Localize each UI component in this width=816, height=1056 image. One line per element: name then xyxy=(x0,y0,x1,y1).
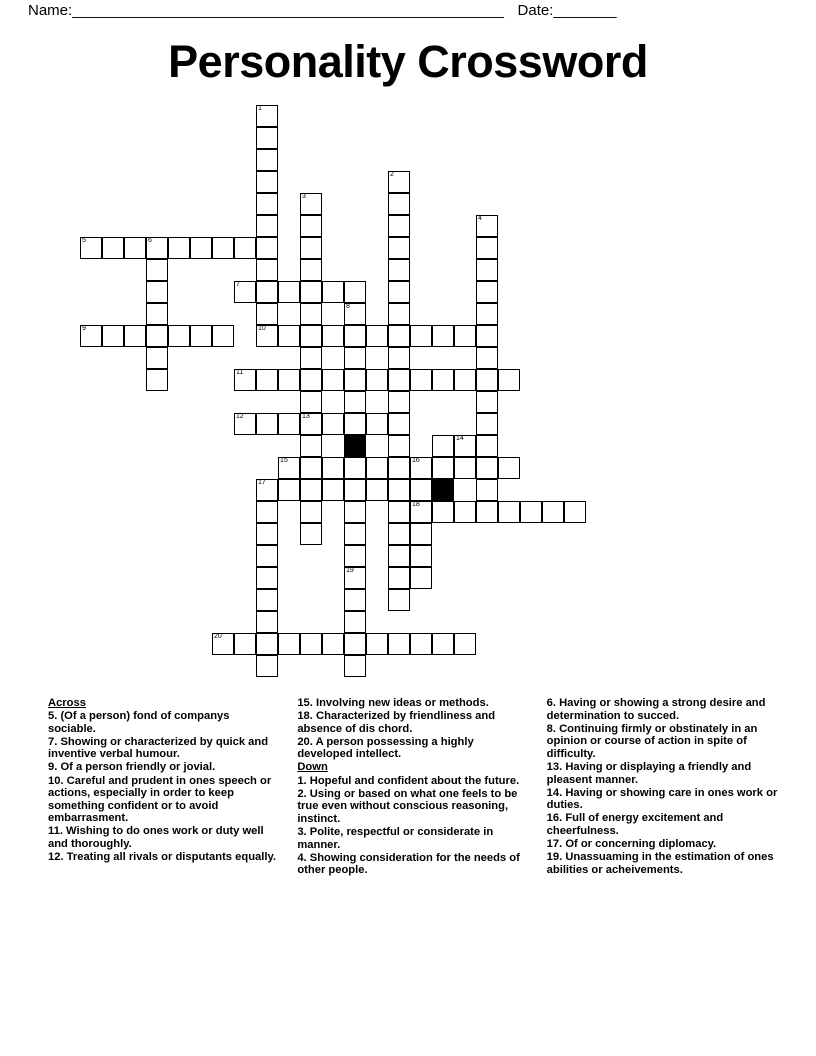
clue-down-14: 14. Having or showing care in ones work or duties. xyxy=(546,786,778,812)
clue-across-15: 15. Involving new ideas or methods. xyxy=(297,697,489,709)
grid-cell[interactable] xyxy=(234,237,256,259)
grid-cell[interactable] xyxy=(278,633,300,655)
grid-cell[interactable] xyxy=(102,325,124,347)
grid-cell[interactable] xyxy=(146,325,168,347)
grid-cell[interactable] xyxy=(388,259,410,281)
grid-clue-number: 14 xyxy=(456,435,464,442)
grid-cell[interactable] xyxy=(344,457,366,479)
clue-down-13: 13. Having or displaying a friendly and pleasent manner. xyxy=(546,760,752,786)
grid-cell[interactable] xyxy=(124,237,146,259)
grid-cell[interactable] xyxy=(190,325,212,347)
grid-cell[interactable] xyxy=(476,237,498,259)
grid-cell[interactable] xyxy=(410,633,432,655)
grid-cell[interactable] xyxy=(344,391,366,413)
grid-cell[interactable] xyxy=(256,215,278,237)
grid-clue-number: 4 xyxy=(478,215,482,222)
grid-cell[interactable] xyxy=(256,237,278,259)
grid-cell[interactable] xyxy=(366,633,388,655)
grid-clue-number: 3 xyxy=(302,193,306,200)
grid-clue-number: 18 xyxy=(412,501,420,508)
grid-clue-number: 16 xyxy=(412,457,420,464)
grid-cell[interactable] xyxy=(564,501,586,523)
grid-cell[interactable] xyxy=(168,237,190,259)
grid-cell[interactable] xyxy=(388,567,410,589)
crossword-grid[interactable] xyxy=(58,105,758,675)
grid-cell[interactable] xyxy=(146,347,168,369)
grid-cell[interactable] xyxy=(476,281,498,303)
grid-cell[interactable] xyxy=(388,193,410,215)
grid-cell[interactable] xyxy=(146,369,168,391)
grid-cell[interactable] xyxy=(366,479,388,501)
grid-clue-number: 17 xyxy=(258,479,266,486)
clue-across-7: 7. Showing or characterized by quick and inventive verbal humour. xyxy=(48,735,269,761)
grid-cell[interactable] xyxy=(432,501,454,523)
grid-cell[interactable] xyxy=(344,347,366,369)
grid-cell[interactable] xyxy=(454,369,476,391)
grid-cell[interactable] xyxy=(498,369,520,391)
grid-cell[interactable] xyxy=(366,413,388,435)
grid-cell[interactable] xyxy=(366,369,388,391)
grid-cell[interactable] xyxy=(300,237,322,259)
grid-clue-number: 11 xyxy=(236,369,244,376)
grid-cell[interactable] xyxy=(344,501,366,523)
grid-cell[interactable] xyxy=(498,457,520,479)
grid-cell[interactable] xyxy=(410,545,432,567)
grid-cell[interactable] xyxy=(256,479,278,501)
grid-cell[interactable] xyxy=(476,369,498,391)
grid-cell[interactable] xyxy=(278,479,300,501)
clues-column-2 xyxy=(297,697,528,877)
grid-cell[interactable] xyxy=(344,567,366,589)
grid-cell[interactable] xyxy=(344,325,366,347)
grid-cell[interactable] xyxy=(278,325,300,347)
grid-cell[interactable] xyxy=(344,545,366,567)
grid-cell[interactable] xyxy=(300,479,322,501)
grid-cell[interactable] xyxy=(410,479,432,501)
grid-cell[interactable] xyxy=(300,193,322,215)
grid-cell[interactable] xyxy=(300,413,322,435)
grid-cell[interactable] xyxy=(300,347,322,369)
grid-cell[interactable] xyxy=(278,413,300,435)
grid-cell[interactable] xyxy=(454,457,476,479)
grid-cell[interactable] xyxy=(344,369,366,391)
grid-cell[interactable] xyxy=(476,215,498,237)
grid-cell[interactable] xyxy=(234,369,256,391)
grid-cell[interactable] xyxy=(234,281,256,303)
clue-across-11: 11. Wishing to do ones work or duty well and thoroughly. xyxy=(48,825,264,851)
clue-down-19: 19. Unassuaming in the estimation of ones abilities or acheivements. xyxy=(546,851,774,876)
grid-cell[interactable] xyxy=(388,457,410,479)
grid-cell[interactable] xyxy=(410,325,432,347)
clue-down-8: 8. Continuing firmly or obstinately in an opinion or course of action in spite of difficulty. xyxy=(546,722,758,760)
grid-cell[interactable] xyxy=(388,237,410,259)
grid-cell[interactable] xyxy=(256,303,278,325)
grid-cell[interactable] xyxy=(234,633,256,655)
grid-cell[interactable] xyxy=(388,369,410,391)
grid-cell[interactable] xyxy=(344,523,366,545)
grid-clue-number: 9 xyxy=(82,325,86,332)
grid-cell[interactable] xyxy=(256,655,278,677)
grid-cell[interactable] xyxy=(366,457,388,479)
grid-cell[interactable] xyxy=(256,501,278,523)
grid-cell[interactable] xyxy=(410,369,432,391)
grid-cell[interactable] xyxy=(146,237,168,259)
grid-cell[interactable] xyxy=(476,259,498,281)
clue-down-4: 4. Showing consideration for the needs of other people. xyxy=(297,851,520,877)
grid-clue-number: 10 xyxy=(258,325,266,332)
grid-cell[interactable] xyxy=(256,545,278,567)
grid-cell[interactable] xyxy=(476,501,498,523)
grid-cell[interactable] xyxy=(476,325,498,347)
grid-cell[interactable] xyxy=(388,633,410,655)
grid-cell[interactable] xyxy=(322,281,344,303)
grid-cell[interactable] xyxy=(520,501,542,523)
grid-cell[interactable] xyxy=(212,325,234,347)
grid-cell[interactable] xyxy=(256,567,278,589)
across-heading: Across xyxy=(48,697,86,709)
date-write-line[interactable]: ________ xyxy=(553,2,617,19)
name-label: Name: xyxy=(28,2,73,19)
grid-cell[interactable] xyxy=(322,633,344,655)
grid-cell[interactable] xyxy=(542,501,564,523)
grid-cell[interactable] xyxy=(256,369,278,391)
grid-cell[interactable] xyxy=(256,413,278,435)
grid-cell[interactable] xyxy=(432,369,454,391)
grid-cell[interactable] xyxy=(476,457,498,479)
grid-cell[interactable] xyxy=(388,479,410,501)
grid-cell[interactable] xyxy=(454,325,476,347)
grid-cell[interactable] xyxy=(432,435,454,457)
grid-cell[interactable] xyxy=(80,237,102,259)
date-label: Date: xyxy=(517,2,554,19)
grid-cell[interactable] xyxy=(410,501,432,523)
grid-cell[interactable] xyxy=(146,281,168,303)
page-title: Personality Crossword xyxy=(168,36,648,87)
grid-cell[interactable] xyxy=(256,105,278,127)
grid-cell[interactable] xyxy=(278,281,300,303)
grid-cell[interactable] xyxy=(234,413,256,435)
grid-cell[interactable] xyxy=(256,149,278,171)
grid-cell[interactable] xyxy=(124,325,146,347)
grid-cell[interactable] xyxy=(300,633,322,655)
clue-down-16: 16. Full of energy excitement and cheerfulness. xyxy=(546,812,724,837)
clue-across-12: 12. Treating all rivals or disputants equally. xyxy=(48,851,276,864)
clue-down-1: 1. Hopeful and confident about the future. xyxy=(297,774,520,787)
grid-cell[interactable] xyxy=(146,303,168,325)
grid-cell[interactable] xyxy=(388,589,410,611)
grid-cell[interactable] xyxy=(344,413,366,435)
grid-cell[interactable] xyxy=(388,215,410,237)
grid-cell[interactable] xyxy=(146,259,168,281)
grid-cell[interactable] xyxy=(300,523,322,545)
grid-clue-number: 5 xyxy=(82,237,86,244)
grid-cell[interactable] xyxy=(256,127,278,149)
grid-clue-number: 19 xyxy=(346,567,354,574)
grid-cell[interactable] xyxy=(256,281,278,303)
grid-cell[interactable] xyxy=(388,501,410,523)
grid-cell[interactable] xyxy=(476,303,498,325)
grid-cell[interactable] xyxy=(300,435,322,457)
grid-block xyxy=(432,479,454,501)
grid-cell[interactable] xyxy=(344,479,366,501)
grid-cell[interactable] xyxy=(256,259,278,281)
grid-cell[interactable] xyxy=(344,655,366,677)
grid-cell[interactable] xyxy=(344,281,366,303)
clues-column-1 xyxy=(48,697,279,877)
grid-cell[interactable] xyxy=(388,435,410,457)
grid-clue-number: 7 xyxy=(236,281,240,288)
name-write-line[interactable]: _______________________________________________________ xyxy=(72,2,504,19)
grid-cell[interactable] xyxy=(432,633,454,655)
clues-column-3 xyxy=(547,697,778,877)
clue-down-17: 17. Of or concerning diplomacy. xyxy=(546,838,717,851)
grid-cell[interactable] xyxy=(432,325,454,347)
grid-cell[interactable] xyxy=(344,633,366,655)
grid-cell[interactable] xyxy=(322,325,344,347)
grid-cell[interactable] xyxy=(190,237,212,259)
grid-cell[interactable] xyxy=(388,413,410,435)
grid-cell[interactable] xyxy=(322,479,344,501)
grid-clue-number: 13 xyxy=(302,413,310,420)
grid-cell[interactable] xyxy=(454,435,476,457)
grid-cell[interactable] xyxy=(322,457,344,479)
down-heading: Down xyxy=(297,761,328,774)
grid-cell[interactable] xyxy=(322,369,344,391)
grid-cell[interactable] xyxy=(300,259,322,281)
clue-down-2: 2. Using or based on what one feels to be true even without conscious reasoning, instinct. xyxy=(297,787,518,825)
grid-cell[interactable] xyxy=(256,633,278,655)
grid-clue-number: 20 xyxy=(214,633,222,640)
grid-clue-number: 12 xyxy=(236,413,244,420)
grid-cell[interactable] xyxy=(388,523,410,545)
grid-cell[interactable] xyxy=(278,369,300,391)
grid-cell[interactable] xyxy=(102,237,124,259)
clues-section xyxy=(48,697,778,877)
grid-cell[interactable] xyxy=(300,501,322,523)
grid-cell[interactable] xyxy=(388,171,410,193)
grid-cell[interactable] xyxy=(344,303,366,325)
grid-cell[interactable] xyxy=(80,325,102,347)
clue-across-5: 5. (Of a person) fond of companys sociable. xyxy=(48,710,230,735)
grid-cell[interactable] xyxy=(168,325,190,347)
grid-cell[interactable] xyxy=(212,237,234,259)
grid-cell[interactable] xyxy=(256,611,278,633)
grid-cell[interactable] xyxy=(300,325,322,347)
grid-cell[interactable] xyxy=(300,281,322,303)
grid-cell[interactable] xyxy=(344,611,366,633)
grid-cell[interactable] xyxy=(388,303,410,325)
clue-across-10: 10. Careful and prudent in ones speech or actions, especially in order to keep something confident or to avoid embarrasment. xyxy=(48,774,272,825)
clue-across-20: 20. A person possessing a highly developed intellect. xyxy=(297,735,474,761)
grid-cell[interactable] xyxy=(322,413,344,435)
grid-clue-number: 8 xyxy=(346,303,350,310)
crossword-grid-area xyxy=(0,105,816,685)
grid-cell[interactable] xyxy=(278,457,300,479)
grid-block xyxy=(344,435,366,457)
grid-cell[interactable] xyxy=(476,413,498,435)
grid-cell[interactable] xyxy=(256,171,278,193)
grid-clue-number: 6 xyxy=(148,237,152,244)
grid-cell[interactable] xyxy=(388,325,410,347)
grid-cell[interactable] xyxy=(410,457,432,479)
grid-cell[interactable] xyxy=(476,347,498,369)
grid-cell[interactable] xyxy=(212,633,234,655)
grid-cell[interactable] xyxy=(388,545,410,567)
grid-cell[interactable] xyxy=(300,391,322,413)
grid-cell[interactable] xyxy=(388,347,410,369)
clue-down-3: 3. Polite, respectful or considerate in manner. xyxy=(297,825,494,851)
grid-cell[interactable] xyxy=(454,633,476,655)
grid-cell[interactable] xyxy=(388,391,410,413)
clue-down-6: 6. Having or showing a strong desire and determination to succed. xyxy=(546,697,766,722)
clue-across-18: 18. Characterized by friendliness and absence of dis chord. xyxy=(297,710,496,735)
grid-cell[interactable] xyxy=(388,281,410,303)
grid-cell[interactable] xyxy=(476,479,498,501)
grid-clue-number: 15 xyxy=(280,457,288,464)
grid-cell[interactable] xyxy=(300,303,322,325)
grid-cell[interactable] xyxy=(366,325,388,347)
grid-cell[interactable] xyxy=(476,435,498,457)
grid-cell[interactable] xyxy=(454,501,476,523)
grid-cell[interactable] xyxy=(256,523,278,545)
grid-cell[interactable] xyxy=(410,523,432,545)
grid-cell[interactable] xyxy=(256,193,278,215)
grid-cell[interactable] xyxy=(498,501,520,523)
grid-cell[interactable] xyxy=(300,369,322,391)
grid-cell[interactable] xyxy=(300,215,322,237)
grid-cell[interactable] xyxy=(432,457,454,479)
grid-cell[interactable] xyxy=(256,589,278,611)
grid-cell[interactable] xyxy=(410,567,432,589)
grid-clue-number: 1 xyxy=(258,105,262,112)
grid-cell[interactable] xyxy=(300,457,322,479)
grid-clue-number: 2 xyxy=(390,171,394,178)
grid-cell[interactable] xyxy=(344,589,366,611)
name-date-line xyxy=(28,2,788,19)
clue-across-9: 9. Of a person friendly or jovial. xyxy=(48,761,216,774)
grid-cell[interactable] xyxy=(256,325,278,347)
grid-cell[interactable] xyxy=(476,391,498,413)
